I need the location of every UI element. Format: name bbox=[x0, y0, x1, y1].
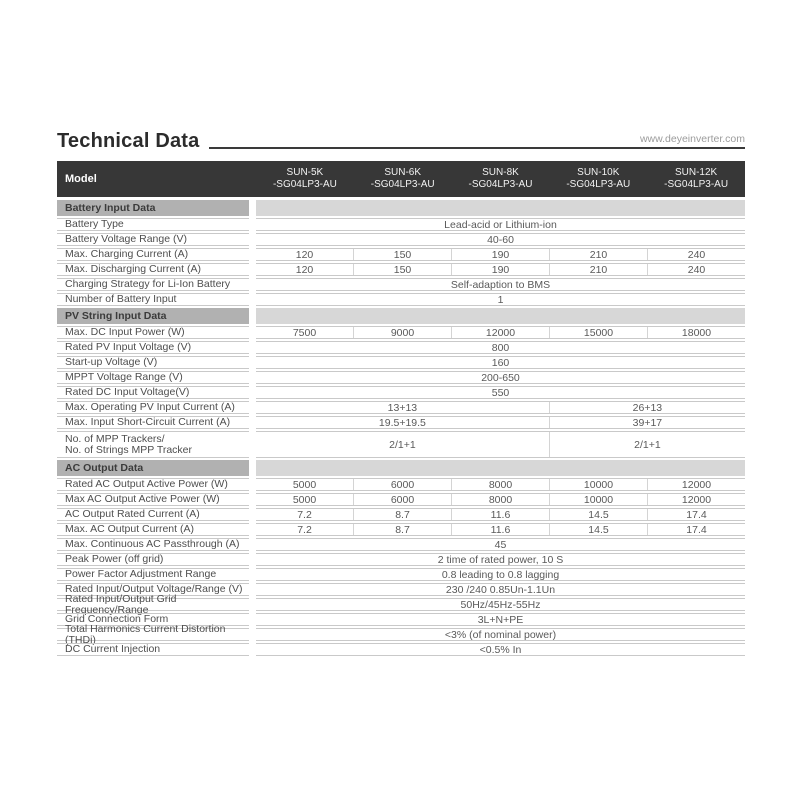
row-gap bbox=[249, 326, 256, 339]
row-label: Max. Input Short-Circuit Current (A) bbox=[57, 416, 249, 429]
spec-row bbox=[57, 643, 745, 656]
section-header-row bbox=[57, 200, 745, 216]
row-value: 5000 bbox=[292, 493, 317, 506]
row-value: 5000 bbox=[292, 478, 317, 491]
row-value: 240 bbox=[647, 264, 745, 275]
row-value: 17.4 bbox=[647, 509, 745, 520]
model-name-line2: -SG04LP3-AU bbox=[468, 179, 533, 190]
row-value: 6000 bbox=[353, 479, 451, 490]
row-value: 15000 bbox=[549, 327, 647, 338]
row-label: Max. Operating PV Input Current (A) bbox=[57, 401, 249, 414]
page-title: Technical Data bbox=[57, 130, 200, 152]
row-value: <0.5% In bbox=[479, 643, 522, 656]
row-value: 0.8 leading to 0.8 lagging bbox=[441, 568, 560, 581]
section-gap bbox=[249, 460, 256, 476]
page-header bbox=[57, 0, 745, 153]
row-value: 50Hz/45Hz-55Hz bbox=[460, 598, 541, 611]
row-value: 11.6 bbox=[451, 524, 549, 535]
row-label: Max. Charging Current (A) bbox=[57, 248, 249, 261]
row-gap bbox=[249, 233, 256, 246]
row-gap bbox=[249, 341, 256, 354]
row-values bbox=[256, 416, 745, 429]
spec-sheet bbox=[57, 0, 745, 658]
model-name-line2: -SG04LP3-AU bbox=[272, 179, 337, 190]
section-title-cell bbox=[57, 460, 249, 476]
spec-row bbox=[57, 218, 745, 231]
row-value: 45 bbox=[494, 538, 507, 551]
row-label: Battery Voltage Range (V) bbox=[57, 233, 249, 246]
section-title: PV String Input Data bbox=[65, 310, 167, 322]
spec-row bbox=[57, 371, 745, 384]
row-values bbox=[256, 523, 745, 536]
row-value: 12000 bbox=[647, 479, 745, 490]
spec-table bbox=[57, 161, 745, 656]
row-value: 8.7 bbox=[353, 509, 451, 520]
model-name-line2: -SG04LP3-AU bbox=[566, 179, 631, 190]
row-label: Max AC Output Active Power (W) bbox=[57, 493, 249, 506]
row-values bbox=[256, 326, 745, 339]
spec-row bbox=[57, 233, 745, 246]
row-values bbox=[256, 356, 745, 369]
website-url: www.deyeinverter.com bbox=[639, 133, 745, 145]
row-value: 6000 bbox=[353, 494, 451, 505]
row-gap bbox=[249, 401, 256, 414]
row-gap bbox=[249, 386, 256, 399]
row-label: Start-up Voltage (V) bbox=[57, 356, 249, 369]
row-label: Rated PV Input Voltage (V) bbox=[57, 341, 249, 354]
model-name-line2: -SG04LP3-AU bbox=[664, 179, 729, 190]
row-label: Rated DC Input Voltage(V) bbox=[57, 386, 249, 399]
row-values bbox=[256, 493, 745, 506]
spec-row bbox=[57, 401, 745, 414]
row-value: <3% (of nominal power) bbox=[444, 628, 557, 641]
row-gap bbox=[249, 278, 256, 291]
spec-row bbox=[57, 386, 745, 399]
section-header-row bbox=[57, 460, 745, 476]
row-values bbox=[256, 538, 745, 551]
row-gap bbox=[249, 293, 256, 306]
spec-row bbox=[57, 431, 745, 458]
row-value: 160 bbox=[491, 356, 510, 369]
row-value: 2 time of rated power, 10 S bbox=[437, 553, 564, 566]
row-gap bbox=[249, 218, 256, 231]
row-value: 120 bbox=[295, 263, 314, 276]
row-values bbox=[256, 508, 745, 521]
row-value: 2/1+1 bbox=[389, 438, 416, 451]
spec-row bbox=[57, 622, 745, 646]
row-label: MPPT Voltage Range (V) bbox=[57, 371, 249, 384]
row-label: Power Factor Adjustment Range bbox=[57, 568, 249, 581]
spec-row bbox=[57, 493, 745, 506]
row-label: Max. DC Input Power (W) bbox=[57, 326, 249, 339]
row-label: Max. AC Output Current (A) bbox=[57, 523, 249, 536]
row-values bbox=[256, 386, 745, 399]
row-gap bbox=[249, 583, 256, 596]
row-label: Rated AC Output Active Power (W) bbox=[57, 478, 249, 491]
row-value: 800 bbox=[491, 341, 510, 354]
row-label: Rated Input/Output Grid Frequency/Range bbox=[57, 598, 249, 611]
section-fill bbox=[256, 308, 745, 324]
row-value: 12000 bbox=[647, 494, 745, 505]
section-title: Battery Input Data bbox=[65, 202, 156, 214]
model-name-line2: -SG04LP3-AU bbox=[370, 179, 435, 190]
model-name-line1: SUN-5K bbox=[286, 166, 324, 178]
row-label: Battery Type bbox=[57, 218, 249, 231]
row-gap bbox=[249, 628, 256, 641]
spec-row bbox=[57, 592, 745, 616]
row-gap bbox=[249, 613, 256, 626]
row-values bbox=[256, 613, 745, 626]
row-values bbox=[256, 478, 745, 491]
row-gap bbox=[249, 371, 256, 384]
row-gap bbox=[249, 356, 256, 369]
row-label: Grid Connection Form bbox=[57, 613, 249, 626]
row-value: 3L+N+PE bbox=[477, 613, 524, 626]
model-column-header bbox=[452, 161, 550, 197]
spec-row bbox=[57, 508, 745, 521]
row-value: 210 bbox=[549, 264, 647, 275]
row-value: 150 bbox=[353, 264, 451, 275]
row-values bbox=[256, 431, 745, 458]
spec-row bbox=[57, 553, 745, 566]
row-values bbox=[256, 263, 745, 276]
model-name-line1: SUN-8K bbox=[482, 166, 519, 178]
model-name-line1: SUN-6K bbox=[384, 166, 422, 178]
row-values bbox=[256, 583, 745, 596]
row-value: 10000 bbox=[549, 494, 647, 505]
row-value: 120 bbox=[295, 248, 314, 261]
row-label: Peak Power (off grid) bbox=[57, 553, 249, 566]
row-value: 150 bbox=[353, 249, 451, 260]
row-value: 12000 bbox=[451, 327, 549, 338]
model-column-header bbox=[647, 161, 745, 197]
row-values bbox=[256, 218, 745, 231]
row-gap bbox=[249, 538, 256, 551]
row-value: 7.2 bbox=[297, 523, 312, 536]
row-value: Lead-acid or Lithium-ion bbox=[444, 218, 557, 231]
title-underline bbox=[209, 133, 745, 149]
section-gap bbox=[249, 308, 256, 324]
section-header-row bbox=[57, 308, 745, 324]
row-value: 1 bbox=[497, 293, 504, 306]
row-label: Charging Strategy for Li-Ion Battery bbox=[57, 278, 249, 291]
row-gap bbox=[249, 523, 256, 536]
row-value: 17.4 bbox=[647, 524, 745, 535]
row-label-line1: No. of MPP Trackers/ bbox=[65, 432, 165, 445]
row-value: 26+13 bbox=[549, 402, 745, 413]
row-values bbox=[256, 341, 745, 354]
row-value: 190 bbox=[451, 249, 549, 260]
row-gap bbox=[249, 643, 256, 656]
row-values bbox=[256, 233, 745, 246]
row-value: 40-60 bbox=[487, 233, 514, 246]
row-value: 11.6 bbox=[451, 509, 549, 520]
row-value: 190 bbox=[451, 264, 549, 275]
spec-row bbox=[57, 538, 745, 551]
spec-row bbox=[57, 326, 745, 339]
model-label: Model bbox=[65, 173, 97, 185]
section-title-cell bbox=[57, 200, 249, 216]
spec-row bbox=[57, 278, 745, 291]
row-gap bbox=[249, 508, 256, 521]
spec-row bbox=[57, 478, 745, 491]
row-label bbox=[57, 431, 249, 458]
spec-row bbox=[57, 248, 745, 261]
row-value: 8.7 bbox=[353, 524, 451, 535]
row-values bbox=[256, 401, 745, 414]
row-gap bbox=[249, 431, 256, 458]
model-columns bbox=[256, 161, 745, 197]
row-gap bbox=[249, 598, 256, 611]
row-value: Self-adaption to BMS bbox=[450, 278, 551, 291]
section-title: AC Output Data bbox=[65, 462, 144, 474]
row-gap bbox=[249, 248, 256, 261]
row-value: 39+17 bbox=[549, 417, 745, 428]
row-value: 9000 bbox=[353, 327, 451, 338]
row-values bbox=[256, 371, 745, 384]
row-value: 8000 bbox=[451, 494, 549, 505]
row-value: 14.5 bbox=[549, 509, 647, 520]
row-value: 18000 bbox=[647, 327, 745, 338]
spec-row bbox=[57, 416, 745, 429]
spec-row bbox=[57, 356, 745, 369]
row-value: 7.2 bbox=[297, 508, 312, 521]
row-value: 19.5+19.5 bbox=[378, 416, 426, 429]
row-value: 13+13 bbox=[387, 401, 418, 414]
model-name-line1: SUN-12K bbox=[674, 166, 718, 178]
row-values bbox=[256, 568, 745, 581]
spec-row bbox=[57, 341, 745, 354]
model-column-header bbox=[256, 161, 354, 197]
section-gap bbox=[249, 200, 256, 216]
row-value: 8000 bbox=[451, 479, 549, 490]
row-value: 550 bbox=[491, 386, 510, 399]
row-gap bbox=[249, 493, 256, 506]
row-gap bbox=[249, 553, 256, 566]
model-column-header bbox=[549, 161, 647, 197]
row-label: DC Current Injection bbox=[57, 643, 249, 656]
model-column-header bbox=[354, 161, 452, 197]
row-values bbox=[256, 598, 745, 611]
row-value: 10000 bbox=[549, 479, 647, 490]
row-label: Number of Battery Input bbox=[57, 293, 249, 306]
row-values bbox=[256, 248, 745, 261]
row-label: Total Harmonics Current Distortion (THDi) bbox=[57, 628, 249, 641]
model-name-line1: SUN-10K bbox=[577, 166, 620, 178]
spec-row bbox=[57, 293, 745, 306]
row-value: 210 bbox=[549, 249, 647, 260]
row-values bbox=[256, 293, 745, 306]
row-value: 240 bbox=[647, 249, 745, 260]
section-fill bbox=[256, 200, 745, 216]
row-gap bbox=[249, 568, 256, 581]
header-gap bbox=[249, 161, 256, 197]
spec-row bbox=[57, 568, 745, 581]
row-values bbox=[256, 553, 745, 566]
row-label: Max. Continuous AC Passthrough (A) bbox=[57, 538, 249, 551]
row-label-line2: No. of Strings MPP Tracker bbox=[65, 443, 193, 456]
row-values bbox=[256, 278, 745, 291]
row-gap bbox=[249, 263, 256, 276]
row-value: 2/1+1 bbox=[549, 432, 745, 457]
row-gap bbox=[249, 478, 256, 491]
row-value: 200-650 bbox=[481, 371, 520, 384]
row-values bbox=[256, 628, 745, 641]
section-title-cell bbox=[57, 308, 249, 324]
row-value: 14.5 bbox=[549, 524, 647, 535]
spec-row bbox=[57, 263, 745, 276]
row-values bbox=[256, 643, 745, 656]
row-value: 7500 bbox=[292, 326, 317, 339]
row-value: 230 /240 0.85Un-1.1Un bbox=[445, 583, 556, 596]
row-label: Rated Input/Output Voltage/Range (V) bbox=[57, 583, 249, 596]
row-label: AC Output Rated Current (A) bbox=[57, 508, 249, 521]
row-label: Max. Discharging Current (A) bbox=[57, 263, 249, 276]
spec-row bbox=[57, 523, 745, 536]
row-gap bbox=[249, 416, 256, 429]
section-fill bbox=[256, 460, 745, 476]
table-header-row bbox=[57, 161, 745, 197]
